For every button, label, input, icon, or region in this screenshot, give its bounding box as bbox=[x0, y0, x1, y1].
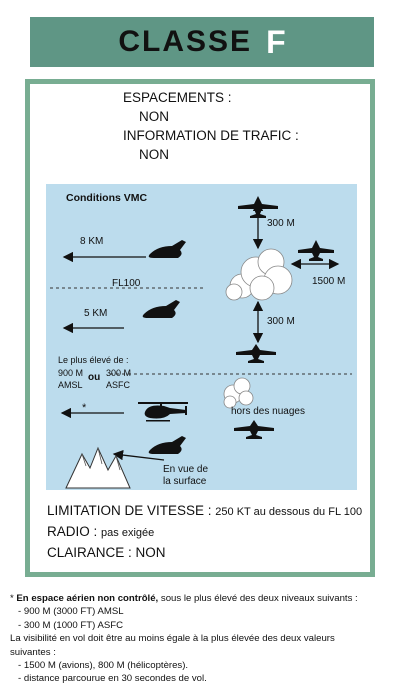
speed-limit-value: 250 KT au dessous du FL 100 bbox=[215, 506, 363, 518]
label-300m-mid: 300 M bbox=[267, 316, 295, 327]
airplane-top-icon bbox=[298, 240, 334, 261]
class-letter: F bbox=[266, 23, 286, 60]
airplane-side-icon bbox=[149, 240, 186, 258]
radio-line bbox=[47, 522, 362, 543]
rules-block bbox=[47, 501, 362, 562]
separation-info bbox=[123, 88, 299, 164]
label-amsl: AMSL bbox=[58, 380, 83, 390]
footnote-star: * bbox=[10, 593, 14, 604]
label-5km: 5 KM bbox=[84, 308, 108, 319]
airplane-side-icon bbox=[149, 436, 186, 454]
small-cloud-icon bbox=[224, 378, 253, 408]
radio-label: RADIO : bbox=[47, 524, 98, 539]
label-in-sight-1: En vue de bbox=[163, 464, 209, 475]
label-asfc: ASFC bbox=[106, 380, 131, 390]
surface-sight-arrow bbox=[114, 454, 164, 460]
footnote-line-3: - 300 M (1000 FT) ASFC bbox=[18, 619, 124, 631]
footnote-line-6: - 1500 M (avions), 800 M (hélicoptères). bbox=[18, 660, 189, 672]
footnote-line-1-rest: sous le plus élevé des deux niveaux suivants : bbox=[160, 593, 358, 604]
label-1500m: 1500 M bbox=[312, 276, 346, 287]
footnotes bbox=[10, 592, 394, 686]
label-star: * bbox=[82, 402, 87, 414]
espacements-value: NON bbox=[139, 109, 169, 124]
vmc-diagram bbox=[46, 184, 357, 490]
label-fl100: FL100 bbox=[112, 278, 141, 289]
footnote-line-7: - distance parcourue en 30 secondes de vol. bbox=[18, 673, 207, 685]
label-out-of-clouds: hors des nuages bbox=[231, 406, 305, 417]
clearance-line: CLAIRANCE : NON bbox=[47, 545, 166, 560]
helicopter-icon bbox=[138, 402, 188, 422]
class-header bbox=[30, 17, 374, 67]
label-highest-of: Le plus élevé de : bbox=[58, 355, 129, 365]
airplane-top-icon bbox=[238, 196, 278, 218]
footnote-line-5: suivantes : bbox=[10, 646, 56, 658]
diagram-title: Conditions VMC bbox=[66, 192, 148, 204]
label-8km: 8 KM bbox=[80, 236, 104, 247]
airplane-top-icon bbox=[234, 420, 274, 439]
footnote-line-1 bbox=[10, 592, 394, 605]
label-900m: 900 M bbox=[58, 368, 84, 378]
speed-limit-line bbox=[47, 501, 362, 522]
class-title: CLASSE bbox=[118, 25, 253, 58]
footnote-line-2: - 900 M (3000 FT) AMSL bbox=[18, 606, 124, 618]
traffic-info-value: NON bbox=[139, 147, 169, 162]
label-300m-top: 300 M bbox=[267, 218, 295, 229]
footnote-bold: En espace aérien non contrôlé, bbox=[16, 593, 159, 604]
speed-limit-label: LIMITATION DE VITESSE : bbox=[47, 503, 212, 518]
vmc-diagram-graphics bbox=[46, 184, 357, 490]
traffic-info-label: INFORMATION DE TRAFIC : bbox=[123, 128, 299, 143]
footnote-line-4: La visibilité en vol doit être au moins égale à la plus élevée des deux valeurs bbox=[10, 633, 335, 645]
airplane-side-icon bbox=[143, 300, 180, 318]
mountains-icon bbox=[66, 448, 130, 488]
label-in-sight-2: la surface bbox=[163, 476, 207, 487]
label-ou: ou bbox=[88, 372, 101, 383]
airplane-top-icon bbox=[236, 344, 276, 363]
radio-value: pas exigée bbox=[101, 527, 155, 539]
cumulus-cloud-icon bbox=[226, 249, 292, 300]
espacements-label: ESPACEMENTS : bbox=[123, 90, 232, 105]
label-300m-asfc: 300 M bbox=[106, 368, 132, 378]
